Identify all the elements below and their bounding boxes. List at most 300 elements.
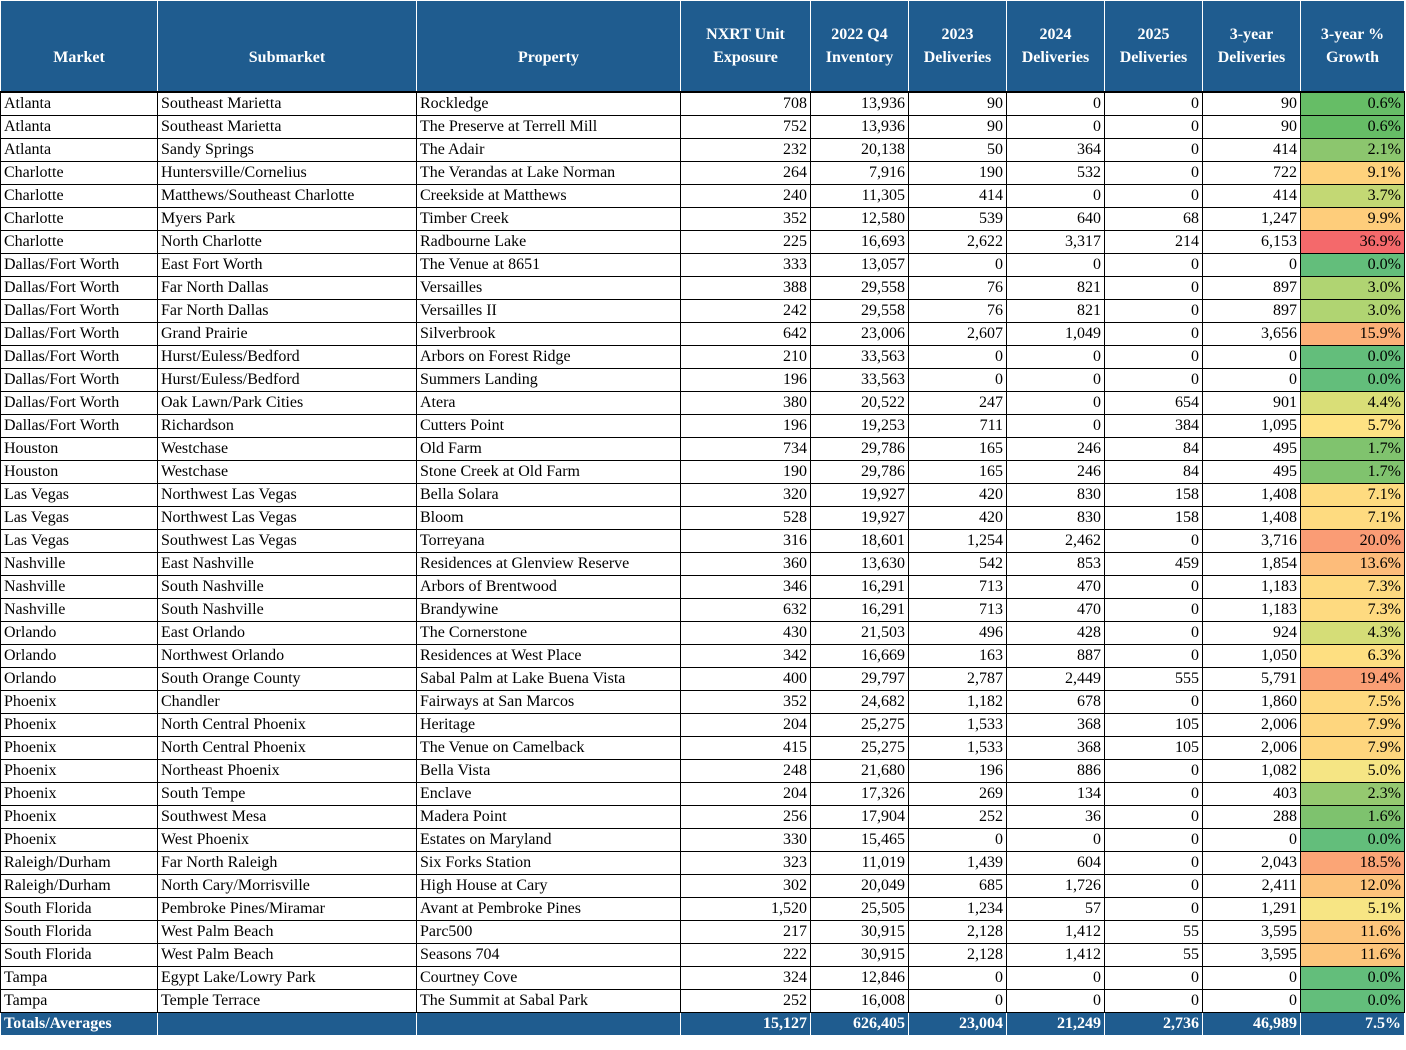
cell-2024-deliveries[interactable]: 246 [1007, 461, 1105, 484]
cell-3-year-deliveries[interactable]: 1,408 [1203, 507, 1301, 530]
cell-submarket[interactable]: Northwest Las Vegas [158, 484, 417, 507]
cell-property[interactable]: Six Forks Station [417, 852, 681, 875]
cell-property[interactable]: Avant at Pembroke Pines [417, 898, 681, 921]
cell-submarket[interactable]: Westchase [158, 461, 417, 484]
cell-submarket[interactable]: South Nashville [158, 576, 417, 599]
cell-2023-deliveries[interactable]: 542 [909, 553, 1007, 576]
cell-3-year-growth[interactable]: 20.0% [1301, 530, 1405, 553]
cell-submarket[interactable]: Northeast Phoenix [158, 760, 417, 783]
cell-property[interactable]: Rockledge [417, 92, 681, 116]
cell-inventory[interactable]: 23,006 [811, 323, 909, 346]
cell-inventory[interactable]: 21,503 [811, 622, 909, 645]
cell-2024-deliveries[interactable]: 0 [1007, 346, 1105, 369]
cell-3-year-growth[interactable]: 0.0% [1301, 829, 1405, 852]
column-header-2024-deliveries[interactable]: 2024 Deliveries [1007, 1, 1105, 93]
cell-market[interactable]: Tampa [1, 990, 158, 1013]
cell-2023-deliveries[interactable]: 1,533 [909, 714, 1007, 737]
cell-unit-exposure[interactable]: 323 [681, 852, 811, 875]
cell-unit-exposure[interactable]: 734 [681, 438, 811, 461]
cell-2024-deliveries[interactable]: 57 [1007, 898, 1105, 921]
cell-3-year-deliveries[interactable]: 6,153 [1203, 231, 1301, 254]
cell-inventory[interactable]: 30,915 [811, 944, 909, 967]
cell-3-year-deliveries[interactable]: 0 [1203, 829, 1301, 852]
cell-3-year-growth[interactable]: 7.9% [1301, 714, 1405, 737]
cell-inventory[interactable]: 19,927 [811, 507, 909, 530]
cell-submarket[interactable]: West Palm Beach [158, 921, 417, 944]
cell-market[interactable]: South Florida [1, 944, 158, 967]
cell-market[interactable]: Charlotte [1, 231, 158, 254]
cell-2023-deliveries[interactable]: 252 [909, 806, 1007, 829]
cell-inventory[interactable]: 33,563 [811, 346, 909, 369]
cell-3-year-deliveries[interactable]: 0 [1203, 369, 1301, 392]
cell-2024-deliveries[interactable]: 640 [1007, 208, 1105, 231]
cell-3-year-growth[interactable]: 13.6% [1301, 553, 1405, 576]
cell-3-year-deliveries[interactable]: 3,595 [1203, 921, 1301, 944]
cell-3-year-deliveries[interactable]: 495 [1203, 461, 1301, 484]
cell-2024-deliveries[interactable]: 1,049 [1007, 323, 1105, 346]
cell-2023-deliveries[interactable]: 711 [909, 415, 1007, 438]
cell-3-year-growth[interactable]: 9.1% [1301, 162, 1405, 185]
cell-property[interactable]: Seasons 704 [417, 944, 681, 967]
cell-2025-deliveries[interactable]: 0 [1105, 599, 1203, 622]
cell-unit-exposure[interactable]: 242 [681, 300, 811, 323]
cell-2025-deliveries[interactable]: 55 [1105, 921, 1203, 944]
cell-2024-deliveries[interactable]: 0 [1007, 369, 1105, 392]
cell-inventory[interactable]: 29,797 [811, 668, 909, 691]
cell-unit-exposure[interactable]: 342 [681, 645, 811, 668]
cell-inventory[interactable]: 25,275 [811, 714, 909, 737]
cell-2023-deliveries[interactable]: 50 [909, 139, 1007, 162]
cell-property[interactable]: Creekside at Matthews [417, 185, 681, 208]
cell-2025-deliveries[interactable]: 0 [1105, 162, 1203, 185]
cell-2024-deliveries[interactable]: 678 [1007, 691, 1105, 714]
cell-unit-exposure[interactable]: 232 [681, 139, 811, 162]
cell-2023-deliveries[interactable]: 1,182 [909, 691, 1007, 714]
cell-3-year-deliveries[interactable]: 1,860 [1203, 691, 1301, 714]
cell-inventory[interactable]: 29,558 [811, 277, 909, 300]
cell-market[interactable]: Nashville [1, 599, 158, 622]
cell-submarket[interactable]: Oak Lawn/Park Cities [158, 392, 417, 415]
cell-2024-deliveries[interactable]: 2,462 [1007, 530, 1105, 553]
cell-unit-exposure[interactable]: 400 [681, 668, 811, 691]
cell-market[interactable]: Orlando [1, 645, 158, 668]
cell-2023-deliveries[interactable]: 414 [909, 185, 1007, 208]
cell-market[interactable]: Las Vegas [1, 530, 158, 553]
cell-submarket[interactable]: Southeast Marietta [158, 92, 417, 116]
cell-market[interactable]: Phoenix [1, 714, 158, 737]
cell-3-year-growth[interactable]: 36.9% [1301, 231, 1405, 254]
cell-2023-deliveries[interactable]: 196 [909, 760, 1007, 783]
cell-2025-deliveries[interactable]: 0 [1105, 829, 1203, 852]
cell-inventory[interactable]: 17,326 [811, 783, 909, 806]
cell-3-year-deliveries[interactable]: 2,006 [1203, 737, 1301, 760]
cell-property[interactable]: Residences at Glenview Reserve [417, 553, 681, 576]
cell-inventory[interactable]: 29,558 [811, 300, 909, 323]
cell-3-year-growth[interactable]: 1.7% [1301, 438, 1405, 461]
cell-2024-deliveries[interactable]: 246 [1007, 438, 1105, 461]
cell-2023-deliveries[interactable]: 539 [909, 208, 1007, 231]
column-header-3-year-deliveries[interactable]: 3-year Deliveries [1203, 1, 1301, 93]
cell-submarket[interactable]: North Charlotte [158, 231, 417, 254]
cell-2025-deliveries[interactable]: 0 [1105, 691, 1203, 714]
cell-2024-deliveries[interactable]: 2,449 [1007, 668, 1105, 691]
cell-inventory[interactable]: 19,253 [811, 415, 909, 438]
cell-unit-exposure[interactable]: 388 [681, 277, 811, 300]
cell-market[interactable]: Orlando [1, 668, 158, 691]
cell-3-year-deliveries[interactable]: 897 [1203, 277, 1301, 300]
cell-market[interactable]: Dallas/Fort Worth [1, 346, 158, 369]
cell-3-year-growth[interactable]: 15.9% [1301, 323, 1405, 346]
cell-inventory[interactable]: 29,786 [811, 438, 909, 461]
cell-property[interactable]: Stone Creek at Old Farm [417, 461, 681, 484]
cell-property[interactable]: Atera [417, 392, 681, 415]
cell-3-year-growth[interactable]: 4.4% [1301, 392, 1405, 415]
cell-unit-exposure[interactable]: 196 [681, 415, 811, 438]
cell-3-year-deliveries[interactable]: 901 [1203, 392, 1301, 415]
cell-submarket[interactable]: East Fort Worth [158, 254, 417, 277]
cell-market[interactable]: South Florida [1, 921, 158, 944]
cell-3-year-deliveries[interactable]: 2,006 [1203, 714, 1301, 737]
cell-2025-deliveries[interactable]: 105 [1105, 737, 1203, 760]
cell-3-year-deliveries[interactable]: 414 [1203, 139, 1301, 162]
cell-property[interactable]: Radbourne Lake [417, 231, 681, 254]
column-header-2022-q4-inventory[interactable]: 2022 Q4 Inventory [811, 1, 909, 93]
cell-2024-deliveries[interactable]: 604 [1007, 852, 1105, 875]
cell-property[interactable]: Sabal Palm at Lake Buena Vista [417, 668, 681, 691]
cell-3-year-deliveries[interactable]: 3,656 [1203, 323, 1301, 346]
cell-2024-deliveries[interactable]: 886 [1007, 760, 1105, 783]
cell-market[interactable]: South Florida [1, 898, 158, 921]
cell-unit-exposure[interactable]: 264 [681, 162, 811, 185]
cell-3-year-growth[interactable]: 3.0% [1301, 277, 1405, 300]
cell-property[interactable]: Torreyana [417, 530, 681, 553]
cell-2025-deliveries[interactable]: 0 [1105, 622, 1203, 645]
cell-3-year-growth[interactable]: 0.0% [1301, 254, 1405, 277]
cell-submarket[interactable]: Myers Park [158, 208, 417, 231]
cell-property[interactable]: Heritage [417, 714, 681, 737]
cell-market[interactable]: Orlando [1, 622, 158, 645]
cell-2023-deliveries[interactable]: 90 [909, 116, 1007, 139]
cell-2025-deliveries[interactable]: 0 [1105, 323, 1203, 346]
cell-property[interactable]: Estates on Maryland [417, 829, 681, 852]
cell-market[interactable]: Phoenix [1, 691, 158, 714]
cell-2025-deliveries[interactable]: 0 [1105, 760, 1203, 783]
cell-2025-deliveries[interactable]: 0 [1105, 990, 1203, 1013]
cell-property[interactable]: Bella Solara [417, 484, 681, 507]
cell-2025-deliveries[interactable]: 0 [1105, 139, 1203, 162]
cell-2025-deliveries[interactable]: 0 [1105, 300, 1203, 323]
cell-3-year-deliveries[interactable]: 1,183 [1203, 599, 1301, 622]
cell-3-year-growth[interactable]: 7.1% [1301, 484, 1405, 507]
cell-submarket[interactable]: East Nashville [158, 553, 417, 576]
cell-unit-exposure[interactable]: 204 [681, 714, 811, 737]
cell-2025-deliveries[interactable]: 0 [1105, 806, 1203, 829]
cell-property[interactable]: The Adair [417, 139, 681, 162]
cell-market[interactable]: Dallas/Fort Worth [1, 415, 158, 438]
cell-2024-deliveries[interactable]: 36 [1007, 806, 1105, 829]
cell-2023-deliveries[interactable]: 0 [909, 346, 1007, 369]
cell-inventory[interactable]: 18,601 [811, 530, 909, 553]
cell-property[interactable]: Versailles II [417, 300, 681, 323]
cell-inventory[interactable]: 15,465 [811, 829, 909, 852]
cell-submarket[interactable]: Southwest Las Vegas [158, 530, 417, 553]
cell-property[interactable]: Timber Creek [417, 208, 681, 231]
cell-property[interactable]: The Venue on Camelback [417, 737, 681, 760]
cell-unit-exposure[interactable]: 204 [681, 783, 811, 806]
cell-3-year-growth[interactable]: 1.7% [1301, 461, 1405, 484]
cell-3-year-growth[interactable]: 3.0% [1301, 300, 1405, 323]
cell-unit-exposure[interactable]: 320 [681, 484, 811, 507]
cell-3-year-growth[interactable]: 19.4% [1301, 668, 1405, 691]
cell-market[interactable]: Las Vegas [1, 484, 158, 507]
cell-property[interactable]: Parc500 [417, 921, 681, 944]
cell-2023-deliveries[interactable]: 420 [909, 507, 1007, 530]
cell-2023-deliveries[interactable]: 1,439 [909, 852, 1007, 875]
cell-3-year-deliveries[interactable]: 3,716 [1203, 530, 1301, 553]
cell-inventory[interactable]: 7,916 [811, 162, 909, 185]
cell-property[interactable]: Versailles [417, 277, 681, 300]
cell-2024-deliveries[interactable]: 532 [1007, 162, 1105, 185]
cell-3-year-growth[interactable]: 0.0% [1301, 346, 1405, 369]
cell-market[interactable]: Charlotte [1, 185, 158, 208]
cell-2025-deliveries[interactable]: 0 [1105, 852, 1203, 875]
cell-3-year-deliveries[interactable]: 288 [1203, 806, 1301, 829]
cell-2023-deliveries[interactable]: 713 [909, 599, 1007, 622]
cell-3-year-deliveries[interactable]: 2,043 [1203, 852, 1301, 875]
cell-3-year-deliveries[interactable]: 2,411 [1203, 875, 1301, 898]
cell-2025-deliveries[interactable]: 84 [1105, 438, 1203, 461]
cell-property[interactable]: The Preserve at Terrell Mill [417, 116, 681, 139]
cell-2024-deliveries[interactable]: 470 [1007, 576, 1105, 599]
cell-property[interactable]: High House at Cary [417, 875, 681, 898]
cell-2023-deliveries[interactable]: 2,128 [909, 921, 1007, 944]
cell-2025-deliveries[interactable]: 555 [1105, 668, 1203, 691]
cell-inventory[interactable]: 20,138 [811, 139, 909, 162]
cell-3-year-deliveries[interactable]: 414 [1203, 185, 1301, 208]
cell-property[interactable]: Bloom [417, 507, 681, 530]
cell-2025-deliveries[interactable]: 0 [1105, 967, 1203, 990]
cell-2024-deliveries[interactable]: 1,412 [1007, 944, 1105, 967]
cell-2023-deliveries[interactable]: 0 [909, 369, 1007, 392]
cell-3-year-growth[interactable]: 11.6% [1301, 921, 1405, 944]
cell-2023-deliveries[interactable]: 2,128 [909, 944, 1007, 967]
column-header-2025-deliveries[interactable]: 2025 Deliveries [1105, 1, 1203, 93]
cell-inventory[interactable]: 33,563 [811, 369, 909, 392]
cell-submarket[interactable]: Chandler [158, 691, 417, 714]
cell-property[interactable]: Old Farm [417, 438, 681, 461]
cell-2023-deliveries[interactable]: 163 [909, 645, 1007, 668]
cell-3-year-deliveries[interactable]: 90 [1203, 116, 1301, 139]
cell-2025-deliveries[interactable]: 0 [1105, 783, 1203, 806]
cell-property[interactable]: Courtney Cove [417, 967, 681, 990]
cell-inventory[interactable]: 17,904 [811, 806, 909, 829]
cell-2024-deliveries[interactable]: 368 [1007, 714, 1105, 737]
cell-3-year-growth[interactable]: 2.1% [1301, 139, 1405, 162]
cell-2023-deliveries[interactable]: 190 [909, 162, 1007, 185]
cell-2023-deliveries[interactable]: 165 [909, 461, 1007, 484]
cell-submarket[interactable]: Northwest Las Vegas [158, 507, 417, 530]
cell-2023-deliveries[interactable]: 713 [909, 576, 1007, 599]
cell-inventory[interactable]: 11,305 [811, 185, 909, 208]
column-header-submarket[interactable]: Submarket [158, 1, 417, 93]
cell-3-year-growth[interactable]: 0.6% [1301, 92, 1405, 116]
cell-property[interactable]: Arbors of Brentwood [417, 576, 681, 599]
cell-market[interactable]: Atlanta [1, 139, 158, 162]
cell-2023-deliveries[interactable]: 0 [909, 967, 1007, 990]
cell-3-year-growth[interactable]: 5.0% [1301, 760, 1405, 783]
cell-3-year-growth[interactable]: 4.3% [1301, 622, 1405, 645]
cell-unit-exposure[interactable]: 415 [681, 737, 811, 760]
cell-submarket[interactable]: Matthews/Southeast Charlotte [158, 185, 417, 208]
cell-2023-deliveries[interactable]: 76 [909, 300, 1007, 323]
cell-3-year-growth[interactable]: 7.3% [1301, 576, 1405, 599]
cell-submarket[interactable]: Far North Dallas [158, 300, 417, 323]
cell-unit-exposure[interactable]: 346 [681, 576, 811, 599]
cell-2025-deliveries[interactable]: 0 [1105, 116, 1203, 139]
cell-2025-deliveries[interactable]: 384 [1105, 415, 1203, 438]
cell-2023-deliveries[interactable]: 1,234 [909, 898, 1007, 921]
cell-2023-deliveries[interactable]: 2,607 [909, 323, 1007, 346]
cell-2024-deliveries[interactable]: 821 [1007, 277, 1105, 300]
cell-3-year-deliveries[interactable]: 1,095 [1203, 415, 1301, 438]
cell-submarket[interactable]: Hurst/Euless/Bedford [158, 346, 417, 369]
cell-3-year-growth[interactable]: 7.1% [1301, 507, 1405, 530]
cell-2024-deliveries[interactable]: 470 [1007, 599, 1105, 622]
cell-2024-deliveries[interactable]: 0 [1007, 990, 1105, 1013]
cell-2024-deliveries[interactable]: 1,726 [1007, 875, 1105, 898]
cell-market[interactable]: Dallas/Fort Worth [1, 277, 158, 300]
cell-submarket[interactable]: South Tempe [158, 783, 417, 806]
cell-2024-deliveries[interactable]: 0 [1007, 967, 1105, 990]
cell-inventory[interactable]: 16,669 [811, 645, 909, 668]
cell-2025-deliveries[interactable]: 0 [1105, 576, 1203, 599]
cell-3-year-deliveries[interactable]: 0 [1203, 990, 1301, 1013]
cell-3-year-growth[interactable]: 7.5% [1301, 691, 1405, 714]
cell-unit-exposure[interactable]: 380 [681, 392, 811, 415]
cell-property[interactable]: Residences at West Place [417, 645, 681, 668]
cell-unit-exposure[interactable]: 324 [681, 967, 811, 990]
cell-2023-deliveries[interactable]: 685 [909, 875, 1007, 898]
cell-2023-deliveries[interactable]: 2,622 [909, 231, 1007, 254]
column-header-property[interactable]: Property [417, 1, 681, 93]
cell-3-year-deliveries[interactable]: 3,595 [1203, 944, 1301, 967]
cell-submarket[interactable]: Egypt Lake/Lowry Park [158, 967, 417, 990]
cell-submarket[interactable]: North Central Phoenix [158, 714, 417, 737]
cell-property[interactable]: Enclave [417, 783, 681, 806]
cell-unit-exposure[interactable]: 330 [681, 829, 811, 852]
cell-market[interactable]: Phoenix [1, 806, 158, 829]
cell-unit-exposure[interactable]: 217 [681, 921, 811, 944]
cell-2025-deliveries[interactable]: 0 [1105, 254, 1203, 277]
cell-2024-deliveries[interactable]: 0 [1007, 392, 1105, 415]
cell-market[interactable]: Houston [1, 461, 158, 484]
cell-2023-deliveries[interactable]: 90 [909, 92, 1007, 116]
cell-3-year-growth[interactable]: 5.7% [1301, 415, 1405, 438]
cell-3-year-deliveries[interactable]: 0 [1203, 254, 1301, 277]
cell-2025-deliveries[interactable]: 654 [1105, 392, 1203, 415]
cell-inventory[interactable]: 25,505 [811, 898, 909, 921]
cell-3-year-deliveries[interactable]: 722 [1203, 162, 1301, 185]
cell-inventory[interactable]: 13,057 [811, 254, 909, 277]
cell-2024-deliveries[interactable]: 0 [1007, 415, 1105, 438]
cell-2025-deliveries[interactable]: 105 [1105, 714, 1203, 737]
cell-3-year-growth[interactable]: 6.3% [1301, 645, 1405, 668]
cell-2023-deliveries[interactable]: 0 [909, 254, 1007, 277]
cell-submarket[interactable]: Grand Prairie [158, 323, 417, 346]
cell-2025-deliveries[interactable]: 84 [1105, 461, 1203, 484]
cell-unit-exposure[interactable]: 528 [681, 507, 811, 530]
cell-submarket[interactable]: North Cary/Morrisville [158, 875, 417, 898]
cell-2024-deliveries[interactable]: 364 [1007, 139, 1105, 162]
cell-2024-deliveries[interactable]: 0 [1007, 185, 1105, 208]
cell-market[interactable]: Tampa [1, 967, 158, 990]
cell-2025-deliveries[interactable]: 68 [1105, 208, 1203, 231]
cell-market[interactable]: Raleigh/Durham [1, 875, 158, 898]
cell-3-year-deliveries[interactable]: 0 [1203, 346, 1301, 369]
cell-2025-deliveries[interactable]: 158 [1105, 484, 1203, 507]
cell-market[interactable]: Las Vegas [1, 507, 158, 530]
cell-unit-exposure[interactable]: 316 [681, 530, 811, 553]
cell-inventory[interactable]: 19,927 [811, 484, 909, 507]
cell-property[interactable]: The Venue at 8651 [417, 254, 681, 277]
cell-unit-exposure[interactable]: 210 [681, 346, 811, 369]
cell-market[interactable]: Phoenix [1, 783, 158, 806]
cell-inventory[interactable]: 20,049 [811, 875, 909, 898]
cell-market[interactable]: Nashville [1, 553, 158, 576]
cell-property[interactable]: Silverbrook [417, 323, 681, 346]
cell-2025-deliveries[interactable]: 0 [1105, 185, 1203, 208]
cell-market[interactable]: Atlanta [1, 116, 158, 139]
cell-2024-deliveries[interactable]: 368 [1007, 737, 1105, 760]
cell-property[interactable]: The Verandas at Lake Norman [417, 162, 681, 185]
cell-unit-exposure[interactable]: 708 [681, 92, 811, 116]
cell-2025-deliveries[interactable]: 214 [1105, 231, 1203, 254]
cell-2024-deliveries[interactable]: 821 [1007, 300, 1105, 323]
cell-2023-deliveries[interactable]: 76 [909, 277, 1007, 300]
cell-3-year-growth[interactable]: 1.6% [1301, 806, 1405, 829]
cell-3-year-growth[interactable]: 18.5% [1301, 852, 1405, 875]
cell-2023-deliveries[interactable]: 496 [909, 622, 1007, 645]
cell-2024-deliveries[interactable]: 0 [1007, 92, 1105, 116]
cell-2025-deliveries[interactable]: 0 [1105, 530, 1203, 553]
cell-unit-exposure[interactable]: 222 [681, 944, 811, 967]
cell-submarket[interactable]: South Orange County [158, 668, 417, 691]
cell-unit-exposure[interactable]: 752 [681, 116, 811, 139]
cell-submarket[interactable]: Northwest Orlando [158, 645, 417, 668]
cell-unit-exposure[interactable]: 240 [681, 185, 811, 208]
cell-inventory[interactable]: 25,275 [811, 737, 909, 760]
cell-property[interactable]: Cutters Point [417, 415, 681, 438]
cell-inventory[interactable]: 12,846 [811, 967, 909, 990]
cell-3-year-deliveries[interactable]: 1,247 [1203, 208, 1301, 231]
cell-3-year-deliveries[interactable]: 1,854 [1203, 553, 1301, 576]
cell-unit-exposure[interactable]: 225 [681, 231, 811, 254]
cell-submarket[interactable]: West Palm Beach [158, 944, 417, 967]
cell-2024-deliveries[interactable]: 428 [1007, 622, 1105, 645]
cell-2025-deliveries[interactable]: 0 [1105, 645, 1203, 668]
cell-market[interactable]: Houston [1, 438, 158, 461]
cell-inventory[interactable]: 16,291 [811, 576, 909, 599]
cell-unit-exposure[interactable]: 333 [681, 254, 811, 277]
cell-submarket[interactable]: West Phoenix [158, 829, 417, 852]
cell-inventory[interactable]: 24,682 [811, 691, 909, 714]
cell-2025-deliveries[interactable]: 0 [1105, 369, 1203, 392]
cell-2023-deliveries[interactable]: 247 [909, 392, 1007, 415]
cell-inventory[interactable]: 11,019 [811, 852, 909, 875]
cell-inventory[interactable]: 30,915 [811, 921, 909, 944]
cell-unit-exposure[interactable]: 430 [681, 622, 811, 645]
column-header-3-year-growth[interactable]: 3-year % Growth [1301, 1, 1405, 93]
